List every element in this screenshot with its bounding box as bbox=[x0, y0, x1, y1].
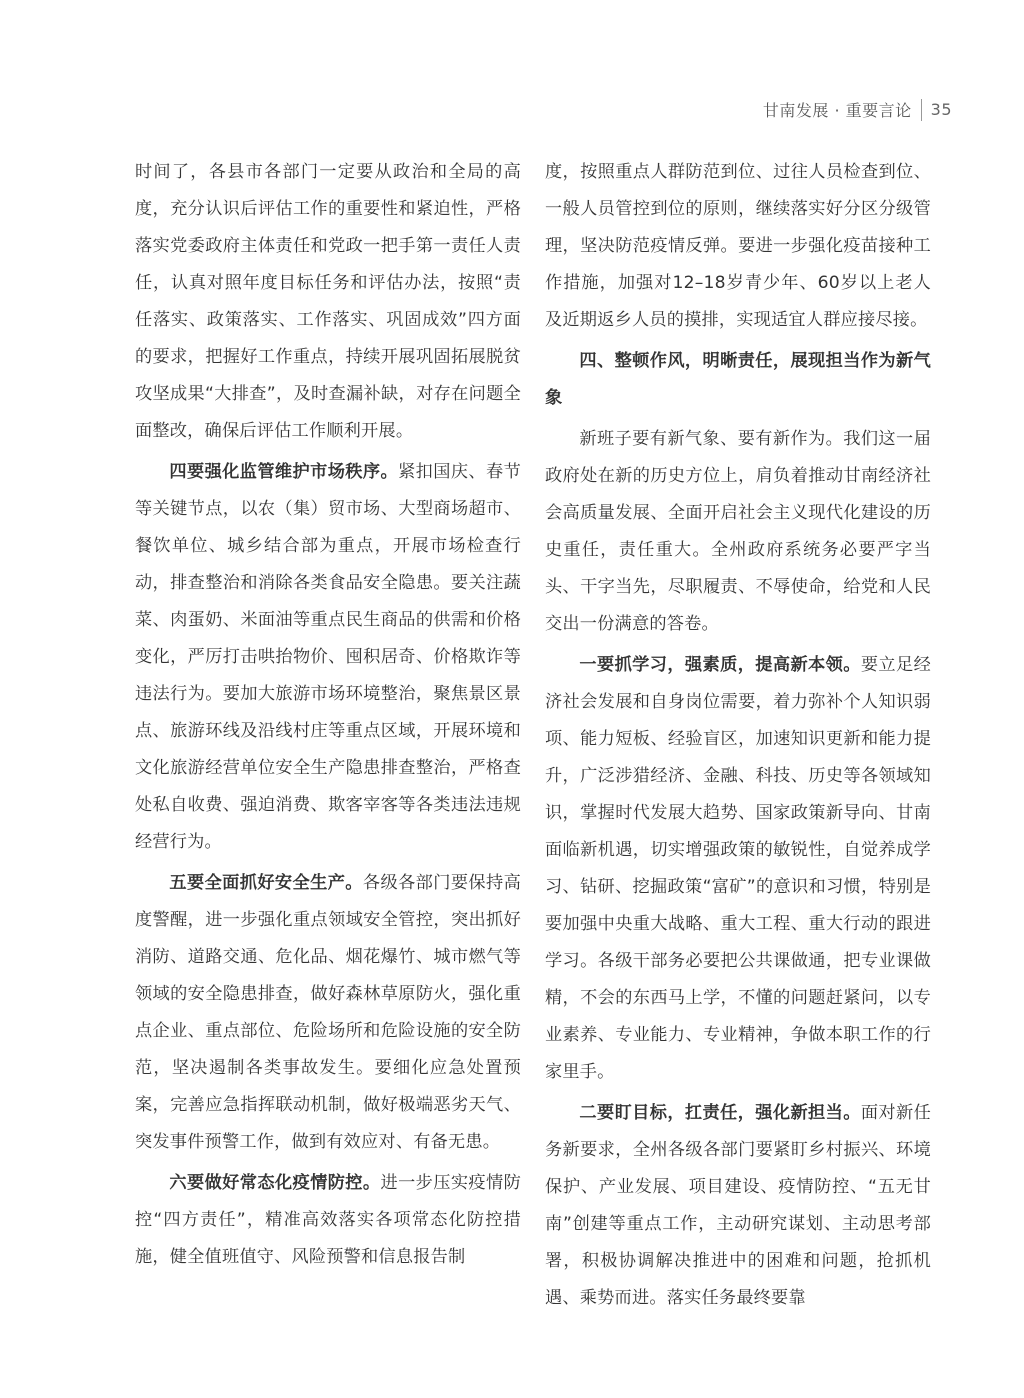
paragraph bbox=[135, 1165, 521, 1276]
section-heading: 四、整顿作风，明晰责任，展现担当作为新气象 bbox=[545, 351, 931, 408]
paragraph bbox=[545, 421, 931, 643]
paragraph bbox=[545, 154, 931, 339]
running-header bbox=[763, 98, 952, 121]
section-title: 甘南发展 · 重要言论 bbox=[762, 101, 912, 120]
paragraph-lead: 二要盯目标，扛责任，强化新担当。 bbox=[579, 1103, 861, 1123]
paragraph-text: 面对新任务新要求，全州各级各部门要紧盯乡村振兴、环境保护、产业发展、项目建设、疫情防控、“五无甘南”创建等重点工作，主动研究谋划、主动思考部署，积极协调解决推进中的困难和问题，抢抓机遇、乘势而进。落实任务最终要靠 bbox=[545, 1103, 932, 1308]
paragraph-text: 度，按照重点人群防范到位、过往人员检查到位、一般人员管控到位的原则，继续落实好分区分级管理，坚决防范疫情反弹。要进一步强化疫苗接种工作措施，加强对12–18岁青少年、60岁以上老人及近期返乡人员的摸排，实现适宜人群应接尽接。 bbox=[545, 162, 931, 330]
right-column bbox=[545, 154, 931, 1321]
paragraph-lead: 五要全面抓好安全生产。 bbox=[169, 873, 363, 893]
paragraph bbox=[135, 154, 521, 450]
left-column bbox=[135, 154, 521, 1280]
paragraph-text: 各级各部门要保持高度警醒，进一步强化重点领域安全管控，突出抓好消防、道路交通、危化品、烟花爆竹、城市燃气等领域的安全隐患排查，做好森林草原防火，强化重点企业、重点部位、危险场所和危险设施的安全防范，坚决遏制各类事故发生。要细化应急处置预案，完善应急指挥联动机制，做好极端恶劣天气、突发事件预警工作，做到有效应对、有备无患。 bbox=[135, 873, 521, 1152]
paragraph bbox=[545, 1095, 931, 1317]
paragraph-lead: 六要做好常态化疫情防控。 bbox=[169, 1173, 381, 1193]
paragraph-lead: 四要强化监管维护市场秩序。 bbox=[169, 462, 399, 482]
paragraph-text: 要立足经济社会发展和自身岗位需要，着力弥补个人知识弱项、能力短板、经验盲区，加速知识更新和能力提升，广泛涉猎经济、金融、科技、历史等各领域知识，掌握时代发展大趋势、国家政策新导向、甘南面临新机遇，切实增强政策的敏锐性，自觉养成学习、钻研、挖掘政策“富矿”的意识和习惯，特别是要加强中央重大战略、重大工程、重大行动的跟进学习。各级干部务必要把公共课做通，把专业课做精，不会的东西马上学，不懂的问题赶紧问，以专业素养、专业能力、专业精神，争做本职工作的行家里手。 bbox=[545, 655, 932, 1082]
paragraph-text: 时间了，各县市各部门一定要从政治和全局的高度，充分认识后评估工作的重要性和紧迫性，严格落实党委政府主体责任和党政一把手第一责任人责任，认真对照年度目标任务和评估办法，按照“责任落实、政策落实、工作落实、巩固成效”四方面的要求，把握好工作重点，持续开展巩固拓展脱贫攻坚成果“大排查”，及时查漏补缺，对存在问题全面整改，确保后评估工作顺利开展。 bbox=[135, 162, 521, 441]
paragraph-lead: 一要抓学习，强素质，提高新本领。 bbox=[579, 655, 861, 675]
paragraph bbox=[545, 647, 931, 1091]
paragraph-text: 紧扣国庆、春节等关键节点，以农（集）贸市场、大型商场超市、餐饮单位、城乡结合部为重点，开展市场检查行动，排查整治和消除各类食品安全隐患。要关注蔬菜、肉蛋奶、米面油等重点民生商品的供需和价格变化，严厉打击哄抬物价、囤积居奇、价格欺诈等违法行为。要加大旅游市场环境整治，聚焦景区景点、旅游环线及沿线村庄等重点区域，开展环境和文化旅游经营单位安全生产隐患排查整治，严格查处私自收费、强迫消费、欺客宰客等各类违法违规经营行为。 bbox=[135, 462, 521, 852]
paragraph bbox=[135, 865, 521, 1161]
header-divider bbox=[921, 99, 922, 121]
paragraph-text: 进一步压实疫情防控“四方责任”，精准高效落实各项常态化防控措施，健全值班值守、风险预警和信息报告制 bbox=[135, 1173, 522, 1267]
paragraph-text: 新班子要有新气象、要有新作为。我们这一届政府处在新的历史方位上，肩负着推动甘南经济社会高质量发展、全面开启社会主义现代化建设的历史重任，责任重大。全州政府系统务必要严字当头、干字当先，尽职履责、不辱使命，给党和人民交出一份满意的答卷。 bbox=[545, 429, 931, 634]
paragraph bbox=[135, 454, 521, 861]
page-number: 35 bbox=[930, 100, 952, 119]
